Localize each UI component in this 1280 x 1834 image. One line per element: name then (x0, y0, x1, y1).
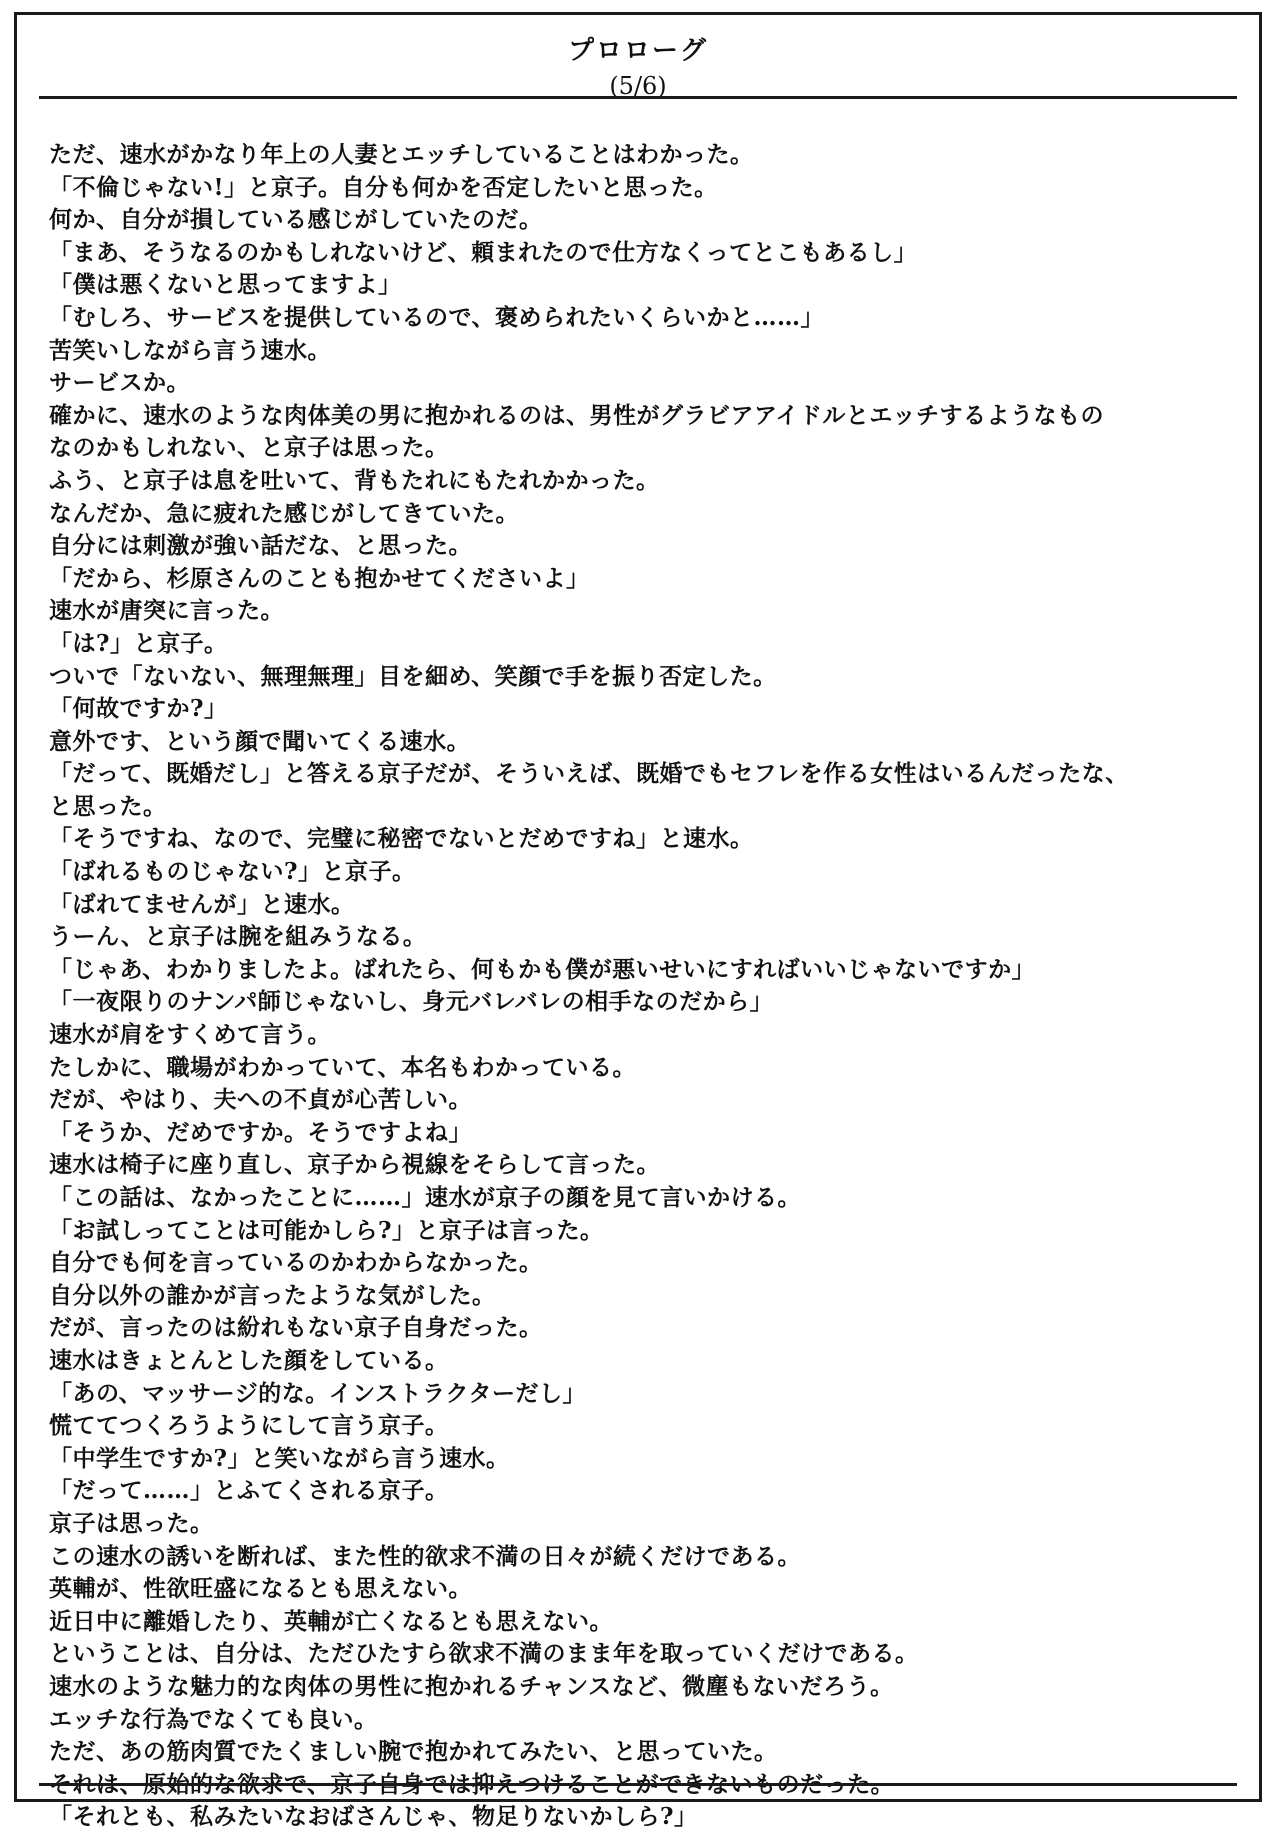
text-line: 英輔が、性欲旺盛になるとも思えない。 (49, 1575, 472, 1603)
text-line: この速水の誘いを断れば、また性的欲求不満の日々が続くだけである。 (49, 1542, 801, 1570)
text-line: 「お試しってことは可能かしら?」と京子は言った。 (49, 1216, 604, 1244)
text-line: 「この話は、なかったことに……」速水が京子の顔を見て言いかける。 (49, 1184, 801, 1211)
text-line: だが、やはり、夫への不貞が心苦しい。 (49, 1086, 472, 1114)
text-line: と思った。 (49, 792, 167, 820)
text-line: 「僕は悪くないと思ってますよ」 (49, 271, 402, 299)
footer-divider (39, 1783, 1237, 1786)
text-line: ただ、あの筋肉質でたくましい腕で抱かれてみたい、と思っていた。 (49, 1738, 778, 1766)
text-line: それは、原始的な欲求で、京子自身では抑えつけることができないものだった。 (49, 1770, 895, 1798)
page-number: (5/6) (609, 72, 667, 100)
chapter-title: プロローグ (567, 36, 708, 66)
text-line: 速水が唐突に言った。 (49, 597, 284, 625)
text-line: ただ、速水がかなり年上の人妻とエッチしていることはわかった。 (49, 141, 754, 168)
text-line: 「だって、既婚だし」と答える京子だが、そういえば、既婚でもセフレを作る女性はいるんだったな、 (49, 760, 1129, 788)
text-line: 「ばれるものじゃない?」と京子。 (49, 858, 416, 886)
text-line: 「だって……」とふてくされる京子。 (49, 1477, 449, 1505)
text-line: サービスか。 (49, 369, 190, 397)
text-line: 自分でも何を言っているのかわからなかった。 (49, 1249, 543, 1277)
text-line: たしかに、職場がわかっていて、本名もわかっている。 (49, 1053, 637, 1081)
text-line: なんだか、急に疲れた感じがしてきていた。 (49, 499, 519, 527)
header-divider (39, 96, 1237, 99)
text-line: 何か、自分が損している感じがしていたのだ。 (49, 206, 543, 234)
text-line: 「そうですね、なので、完璧に秘密でないとだめですね」と速水。 (49, 825, 754, 853)
text-line: 「ばれてませんが」と速水。 (49, 890, 355, 918)
text-line: 苦笑いしながら言う速水。 (49, 336, 331, 364)
page-frame (14, 12, 1262, 1831)
text-line: 「まあ、そうなるのかもしれないけど、頼まれたので仕方なくってとこもあるし」 (49, 238, 918, 266)
text-line: ふう、と京子は息を吐いて、背もたれにもたれかかった。 (49, 466, 660, 494)
text-line: 「だから、杉原さんのことも抱かせてくださいよ」 (49, 564, 590, 592)
text-line: エッチな行為でなくても良い。 (49, 1705, 378, 1733)
text-line: 速水のような魅力的な肉体の男性に抱かれるチャンスなど、微塵もないだろう。 (49, 1672, 894, 1700)
text-line: 「むしろ、サービスを提供しているので、褒められたいくらいかと……」 (49, 303, 825, 331)
text-line: 「一夜限りのナンパ師じゃないし、身元バレバレの相手なのだから」 (49, 988, 774, 1016)
body-text (49, 139, 1239, 1834)
text-line: 近日中に離婚したり、英輔が亡くなるとも思えない。 (49, 1607, 613, 1635)
text-line: 速水はきょとんとした顔をしている。 (49, 1346, 449, 1374)
text-line: ということは、自分は、ただひたすら欲求不満のまま年を取っていくだけである。 (49, 1640, 919, 1668)
text-line: 「不倫じゃない!」と京子。自分も何かを否定したいと思った。 (49, 173, 718, 201)
text-line: 速水が肩をすくめて言う。 (49, 1021, 331, 1049)
text-line: 速水は椅子に座り直し、京子から視線をそらして言った。 (49, 1151, 660, 1179)
text-line: なのかもしれない、と京子は思った。 (49, 434, 449, 462)
text-line: 「あの、マッサージ的な。インストラクターだし」 (49, 1379, 587, 1407)
text-line: 「じゃあ、わかりましたよ。ばれたら、何もかも僕が悪いせいにすればいいじゃないですか」 (49, 955, 1036, 983)
text-line: 「そうか、だめですか。そうですよね」 (49, 1118, 472, 1146)
text-line: 京子は思った。 (49, 1509, 214, 1537)
text-line: 「それとも、私みたいなおばさんじゃ、物足りないかしら?」 (49, 1803, 698, 1831)
text-line: 「何故ですか?」 (49, 695, 228, 723)
text-line: 確かに、速水のような肉体美の男に抱かれるのは、男性がグラビアアイドルとエッチするようなもの (49, 401, 1104, 429)
text-line: 自分には刺激が強い話だな、と思った。 (49, 532, 472, 560)
text-line: 「は?」と京子。 (49, 629, 228, 657)
text-line: ついで「ないない、無理無理」目を細め、笑顔で手を振り否定した。 (49, 662, 777, 690)
text-line: だが、言ったのは紛れもない京子自身だった。 (49, 1314, 543, 1342)
text-line: 慌ててつくろうようにして言う京子。 (49, 1412, 449, 1440)
chapter-header (17, 33, 1259, 103)
text-line: うーん、と京子は腕を組みうなる。 (49, 923, 427, 951)
text-line: 「中学生ですか?」と笑いながら言う速水。 (49, 1444, 510, 1472)
text-line: 自分以外の誰かが言ったような気がした。 (49, 1281, 496, 1309)
text-line: 意外です、という顔で聞いてくる速水。 (49, 727, 471, 755)
